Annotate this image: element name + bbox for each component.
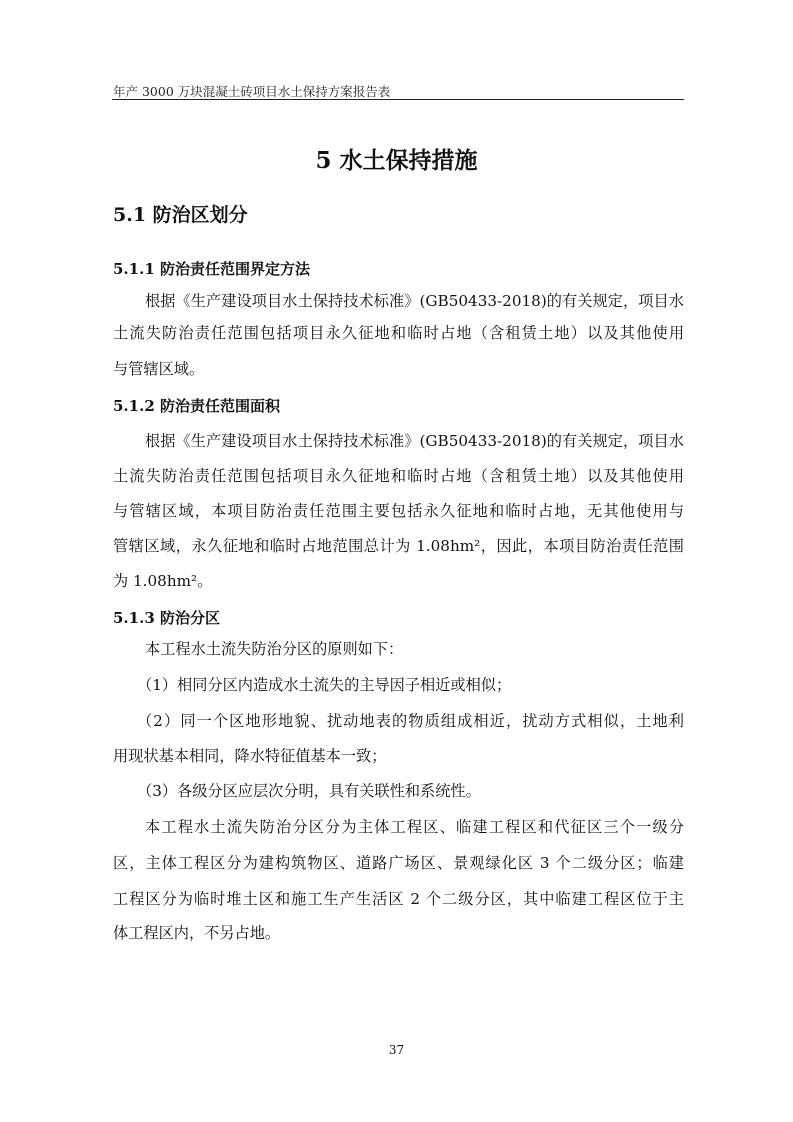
- paragraph-line: 根据《生产建设项目水土保持技术标准》(GB50433-2018)的有关规定，项目水: [145, 432, 684, 450]
- paragraph-line: 为 1.08hm²。: [113, 572, 213, 590]
- paragraph-line: 体工程区内，不另占地。: [113, 924, 281, 942]
- paragraph-line: 本工程水土流失防治分区的原则如下：: [145, 640, 404, 658]
- paragraph-line: 与管辖区域，本项目防治责任范围主要包括永久征地和临时占地，无其他使用与: [113, 502, 684, 520]
- paragraph-line: 管辖区域，永久征地和临时占地范围总计为 1.08hm²，因此，本项目防治责任范围: [113, 537, 684, 555]
- chapter-title: 5 水土保持措施: [315, 147, 478, 174]
- paragraph-line: 根据《生产建设项目水土保持技术标准》(GB50433-2018)的有关规定，项目水: [145, 292, 684, 310]
- list-item: （1）相同分区内造成水土流失的主导因子相近或相似；: [137, 676, 512, 694]
- paragraph-line: 与管辖区域。: [113, 360, 205, 378]
- paragraph-line: 工程区分为临时堆土区和施工生产生活区 2 个二级分区，其中临建工程区位于主: [113, 890, 684, 908]
- header-rule: [112, 99, 684, 100]
- paragraph-line: 用现状基本相同，降水特征值基本一致；: [113, 747, 387, 765]
- paragraph-line: 本工程水土流失防治分区分为主体工程区、临建工程区和代征区三个一级分: [145, 818, 684, 836]
- subsection-heading-5-1-2: 5.1.2 防治责任范围面积: [113, 397, 280, 415]
- list-item: （3）各级分区应层次分明，具有关联性和系统性。: [137, 782, 481, 800]
- section-heading: 5.1 防治区划分: [113, 204, 248, 226]
- paragraph-line: 区，主体工程区分为建构筑物区、道路广场区、景观绿化区 3 个二级分区；临建: [113, 854, 684, 872]
- page-number: 37: [388, 1043, 405, 1057]
- subsection-heading-5-1-3: 5.1.3 防治分区: [113, 609, 220, 627]
- paragraph-line: 土流失防治责任范围包括项目永久征地和临时占地（含租赁土地）以及其他使用: [113, 467, 684, 485]
- running-header: 年产 3000 万块混凝土砖项目水土保持方案报告表: [113, 84, 391, 99]
- paragraph-line: 土流失防治责任范围包括项目永久征地和临时占地（含租赁土地）以及其他使用: [113, 324, 684, 342]
- subsection-heading-5-1-1: 5.1.1 防治责任范围界定方法: [113, 260, 310, 278]
- list-item: （2）同一个区地形地貌、扰动地表的物质组成相近，扰动方式相似，土地利: [137, 712, 684, 730]
